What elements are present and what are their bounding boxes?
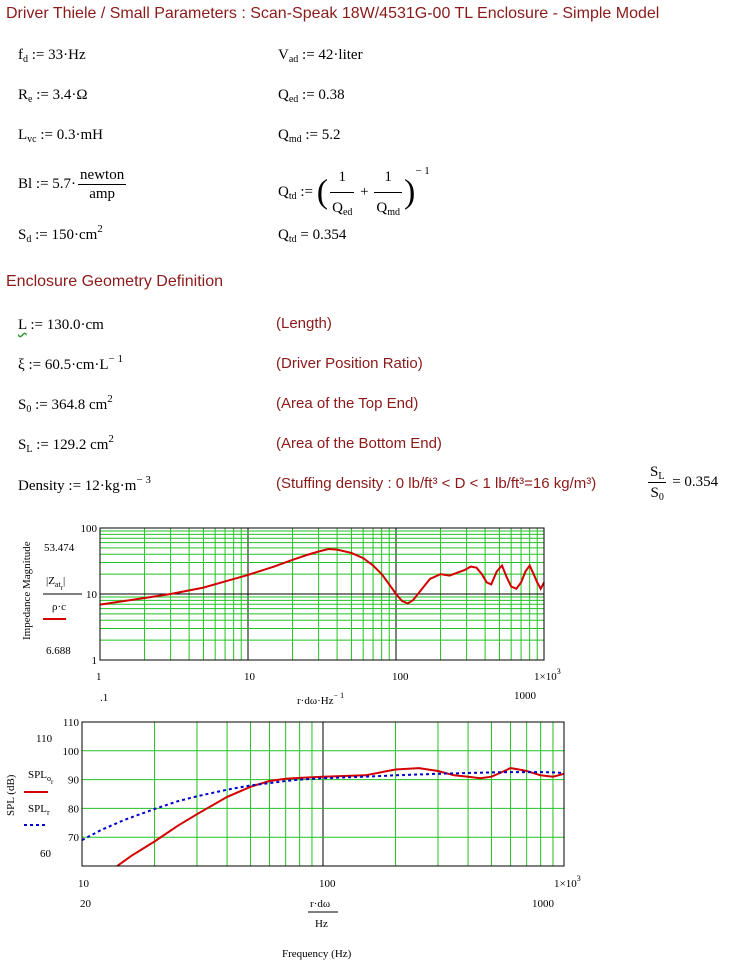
spl-grid bbox=[82, 722, 564, 866]
spl-x-max-label: 1000 bbox=[532, 898, 554, 910]
geometry-heading: Enclosure Geometry Definition bbox=[6, 273, 223, 290]
eq-bl: Bl := 5.7· $\frac{\text{newton}}{\text{amp}}$ bbox=[18, 167, 125, 202]
impedance-x-axis-title: $r\cdot d\omega\cdot Hz^{- 1}$ bbox=[297, 691, 345, 707]
spl-x-label-denominator: Hz bbox=[315, 918, 328, 930]
eq-area-ratio: $\frac{S_L}{S_0}$ = 0.354 bbox=[650, 464, 719, 503]
eq-qtd-result: $Q_{td} = 0.354$ bbox=[278, 227, 347, 245]
frequency-axis-title: Frequency (Hz) bbox=[282, 948, 352, 960]
spl-x-label-numerator: r·dω bbox=[310, 898, 331, 910]
spl-y-tick-label: 100 bbox=[62, 745, 79, 758]
eq-vad: $V_{ad}$ := 42·liter bbox=[278, 47, 363, 65]
impedance-x-tick-label: 1 bbox=[96, 671, 102, 683]
note-length: (Length) bbox=[276, 315, 332, 332]
eq-s0: $S_0$ := 364.8 $cm^2$ bbox=[18, 393, 113, 415]
spl-y-tick-label: 70 bbox=[68, 832, 79, 845]
eq-re: $R_e$ := 3.4·Ω bbox=[18, 87, 88, 105]
note-sl: (Area of the Bottom End) bbox=[276, 435, 442, 452]
impedance-y-max-label: 53.474 bbox=[44, 542, 75, 554]
spl-x-tick-label: 100 bbox=[319, 878, 336, 890]
eq-length: L := 130.0·cm bbox=[18, 317, 104, 333]
eq-lvc: $L_{vc}$ := 0.3·mH bbox=[18, 127, 103, 145]
eq-fd: $f_d$ := 33·Hz bbox=[18, 47, 86, 65]
eq-density: Density := $12\cdot kg\cdot m^{- 3}$ bbox=[18, 474, 151, 494]
impedance-y-tick-label: 1 bbox=[91, 655, 97, 667]
spl-series-2-label: $SPL_r$ bbox=[28, 803, 50, 817]
impedance-x-max-label: 1000 bbox=[514, 690, 536, 702]
spl-x-min-label: 20 bbox=[80, 898, 91, 910]
spl-x-tick-label: 10 bbox=[78, 878, 89, 890]
spl-series-line-1 bbox=[117, 768, 564, 866]
spl-y-tick-label: 80 bbox=[68, 803, 79, 816]
spl-y-min-label: 60 bbox=[40, 848, 51, 860]
spl-y-max-label: 110 bbox=[36, 733, 53, 745]
impedance-y-min-label: 6.688 bbox=[46, 645, 71, 657]
impedance-series-label: $|Z_{atr}|$ bbox=[46, 575, 66, 592]
note-density: (Stuffing density : 0 lb/ft³ < D < 1 lb/ft³=16 kg/m³) bbox=[276, 475, 597, 492]
spl-plot bbox=[0, 712, 753, 972]
impedance-x-tick-label: 100 bbox=[392, 671, 409, 683]
eq-sl: $S_L$ := 129.2 $cm^2$ bbox=[18, 433, 114, 455]
eq-qtd-formula: $Q_{td}$ := ( $\frac{1}{Q_{ed}}$ + $\frac{1}{Q_{md}}$ )$^{- 1}$ bbox=[278, 162, 430, 223]
impedance-y-tick-label: 10 bbox=[86, 589, 97, 601]
spl-series-1-label: $SPL_{or}$ bbox=[28, 769, 54, 786]
note-xi: (Driver Position Ratio) bbox=[276, 355, 423, 372]
spl-y-tick-label: 110 bbox=[62, 717, 79, 729]
note-s0: (Area of the Top End) bbox=[276, 395, 419, 412]
impedance-y-tick-label: 100 bbox=[80, 523, 97, 535]
page-title: Driver Thiele / Small Parameters : Scan-Speak 18W/4531G-00 TL Enclosure - Simple Model bbox=[6, 5, 660, 22]
impedance-plot bbox=[0, 520, 753, 712]
impedance-x-tick-label: $1\times 10^3$ bbox=[534, 667, 561, 683]
eq-xi: ξ := $60.5\cdot cm\cdot L^{- 1}$ bbox=[18, 353, 124, 373]
spl-y-tick-label: 90 bbox=[68, 774, 79, 787]
spl-x-tick-label: $1\times 10^3$ bbox=[554, 874, 581, 890]
impedance-x-tick-label: 10 bbox=[244, 671, 255, 683]
eq-sd: $S_d$ := $150\cdot cm^2$ bbox=[18, 223, 103, 245]
eq-qed: $Q_{ed}$ := 0.38 bbox=[278, 87, 345, 105]
impedance-y-axis-title: Impedance Magnitude bbox=[21, 541, 33, 640]
eq-qmd: $Q_{md}$ := 5.2 bbox=[278, 127, 341, 145]
spl-y-axis-title: SPL (dB) bbox=[5, 774, 17, 816]
impedance-series-line bbox=[100, 549, 544, 605]
impedance-x-min-label: .1 bbox=[100, 692, 109, 704]
impedance-series-label-denominator: ρ·c bbox=[52, 601, 67, 613]
